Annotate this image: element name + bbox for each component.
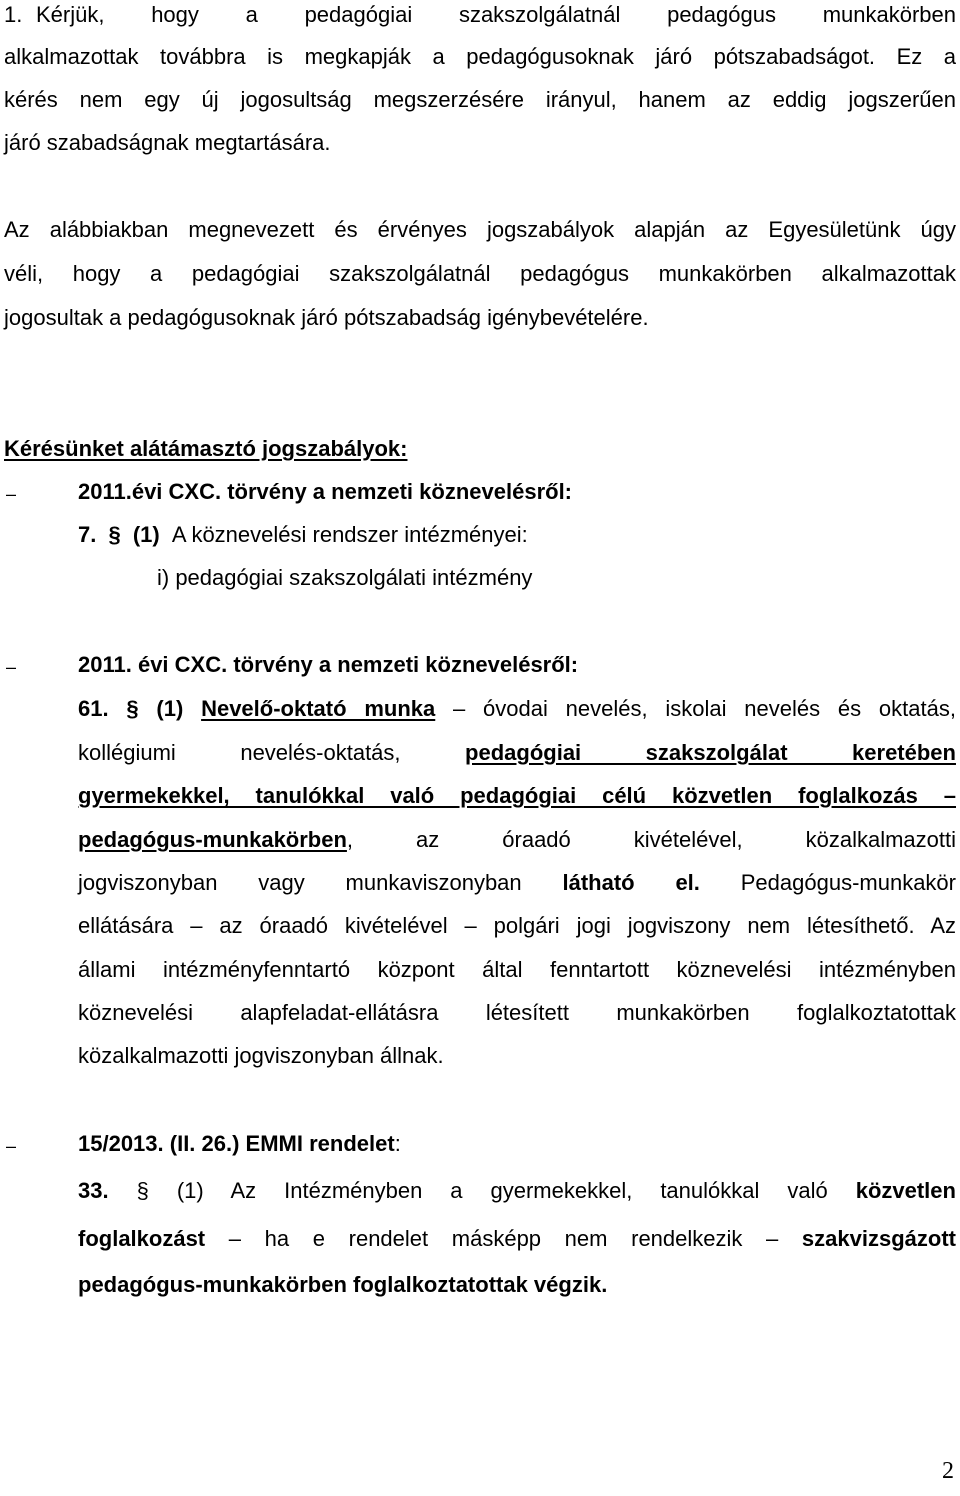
paragraph-line: alkalmazottak továbbra is megkapják a pedagógusoknak járó pótszabadságot. Ez a xyxy=(4,44,956,69)
paragraph-text: – óvodai nevelés, iskolai nevelés és oktatás, xyxy=(453,696,956,721)
paragraph-line xyxy=(78,1176,956,1206)
emphasized-text: pedagógiai szakszolgálat keretében xyxy=(465,740,956,765)
paragraph-line: kérés nem egy új jogosultság megszerzésére irányul, hanem az eddig jogszerűen xyxy=(4,87,956,112)
paragraph-line: járó szabadságnak megtartására. xyxy=(4,130,331,155)
paragraph-text: (1) Az Intézményben a gyermekekkel, tanulókkal való xyxy=(176,1178,828,1203)
paragraph-line: Az alábbiakban megnevezett és érvényes jogszabályok alapján az Egyesületünk úgy xyxy=(4,217,956,242)
law-title-colon: : xyxy=(394,1131,401,1156)
list-number: 1. xyxy=(4,2,23,27)
paragraph-line: Kérjük, hogy a pedagógiai szakszolgálatnál pedagógus munkakörben xyxy=(36,2,956,27)
paragraph-text: , az óraadó kivételével, közalkalmazotti xyxy=(346,827,956,852)
paragraph-line: jogosultak a pedagógusoknak járó pótszabadság igénybevételére. xyxy=(4,305,649,330)
paragraph-line xyxy=(78,694,956,724)
law-title-text: 15/2013. (II. 26.) EMMI rendelet xyxy=(78,1131,395,1156)
section-text: A köznevelési rendszer intézményei: xyxy=(171,522,528,547)
paragraph-text: kollégiumi nevelés-oktatás, xyxy=(78,740,401,765)
paragraph-number: (1) xyxy=(156,696,184,721)
law-title: 2011.évi CXC. törvény a nemzeti köznevelésről: xyxy=(78,479,573,504)
paragraph-line xyxy=(78,825,956,855)
defined-term: Nevelő-oktató munka xyxy=(201,696,436,721)
section-mark: § xyxy=(136,1178,149,1203)
paragraph-text: – ha e rendelet másképp nem rendelkezik – xyxy=(228,1226,779,1251)
section-number: 61. xyxy=(78,696,109,721)
paragraph-line xyxy=(78,738,956,768)
paragraph-text: Pedagógus-munkakör xyxy=(740,870,956,895)
paragraph-line xyxy=(78,1224,956,1254)
emphasized-text: szakvizsgázott xyxy=(801,1226,956,1251)
list-dash: – xyxy=(6,1136,17,1156)
list-dash: – xyxy=(6,657,17,677)
paragraph-line: közalkalmazotti jogviszonyban állnak. xyxy=(78,1043,444,1068)
paragraph-line: állami intézményfenntartó központ által fenntartott köznevelési intézményben xyxy=(78,957,956,982)
paragraph-number: (1) xyxy=(132,522,160,547)
section-number: 33. xyxy=(78,1178,109,1203)
section-heading: Kérésünket alátámasztó jogszabályok: xyxy=(4,436,408,461)
list-item: i) pedagógiai szakszolgálati intézmény xyxy=(157,565,533,590)
section-reference xyxy=(78,520,528,550)
law-title xyxy=(78,1129,401,1159)
emphasized-text: pedagógus-munkakörben xyxy=(78,827,347,852)
list-dash: – xyxy=(6,484,17,504)
section-mark: § xyxy=(108,522,121,547)
section-number: 7. xyxy=(78,522,97,547)
section-mark: § xyxy=(126,696,139,721)
paragraph-text: jogviszonyban vagy munkaviszonyban xyxy=(78,870,522,895)
paragraph-line: köznevelési alapfeladat-ellátásra létesített munkakörben foglalkoztatottak xyxy=(78,1000,956,1025)
paragraph-line xyxy=(78,868,956,898)
emphasized-text: közvetlen xyxy=(855,1178,956,1203)
paragraph-line: ellátására – az óraadó kivételével – polgári jogi jogviszony nem létesíthető. Az xyxy=(78,913,956,938)
page-number: 2 xyxy=(942,1458,954,1484)
paragraph-line: pedagógus-munkakörben foglalkoztatottak végzik. xyxy=(78,1272,608,1297)
emphasized-text: látható el. xyxy=(562,870,700,895)
law-title: 2011. évi CXC. törvény a nemzeti köznevelésről: xyxy=(78,652,579,677)
paragraph-line: véli, hogy a pedagógiai szakszolgálatnál pedagógus munkakörben alkalmazottak xyxy=(4,261,956,286)
paragraph-line: gyermekekkel, tanulókkal való pedagógiai célú közvetlen foglalkozás – xyxy=(78,783,956,808)
emphasized-text: foglalkozást xyxy=(78,1226,206,1251)
